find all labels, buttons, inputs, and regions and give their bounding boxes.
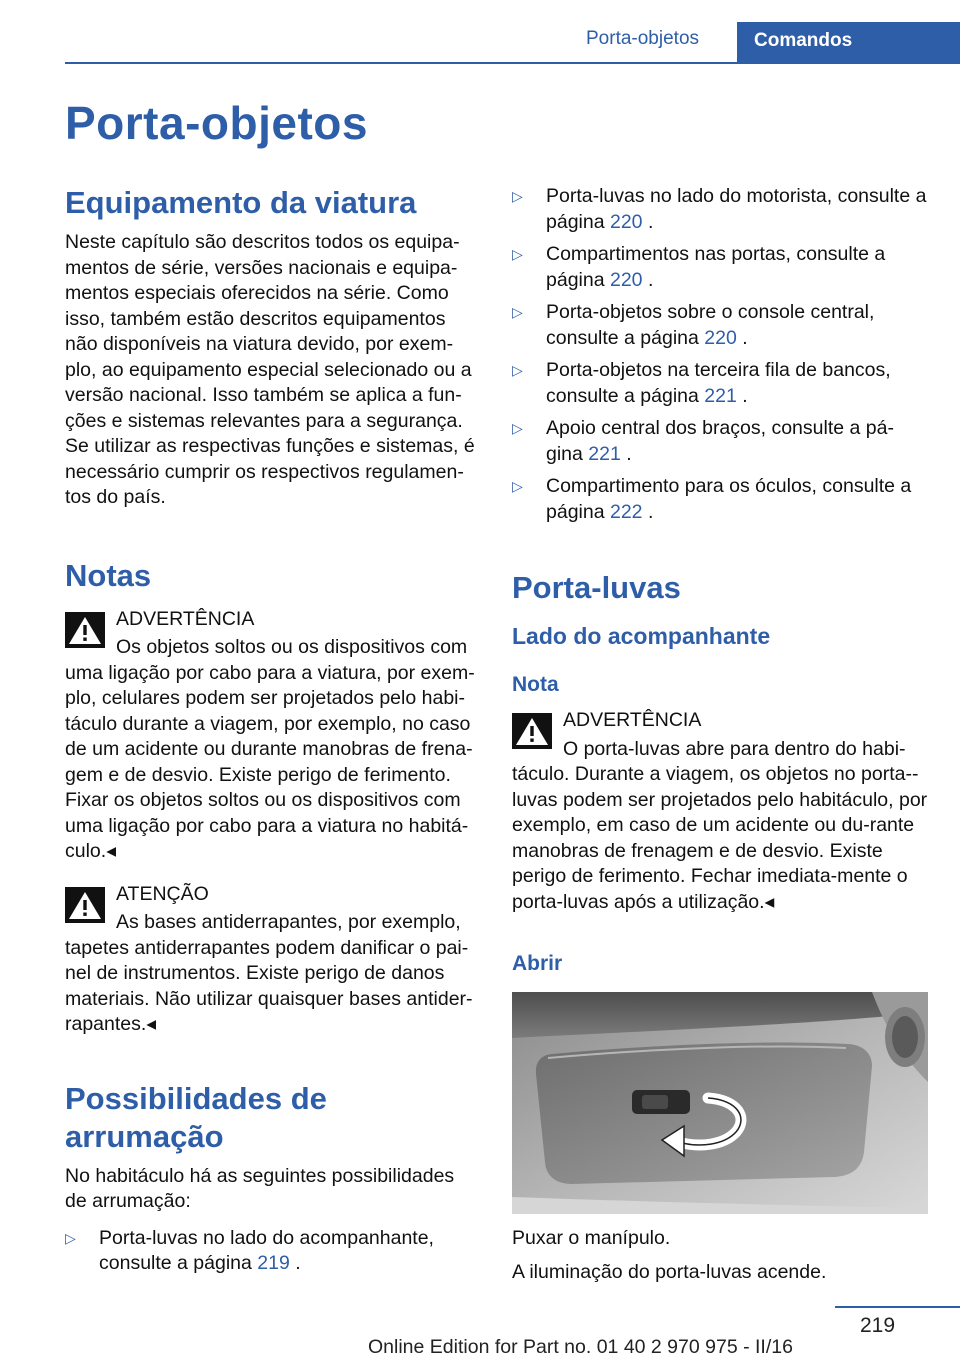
- glovebox-photo: [512, 992, 928, 1214]
- section-title-porta-luvas: Porta-luvas: [512, 570, 681, 605]
- page-ref-link[interactable]: 219: [257, 1252, 290, 1274]
- subsection-lado-acompanhante: Lado do acompanhante: [512, 623, 771, 649]
- triangle-right-icon: ▷: [512, 420, 523, 436]
- header-section-label: Porta-objetos: [586, 28, 700, 49]
- list-item: ▷ Compartimento para os óculos, consulte a página 222 .: [512, 475, 912, 523]
- page-number: 219: [860, 1314, 896, 1337]
- page-ref-link[interactable]: 220: [609, 210, 643, 233]
- warning-2-body: As bases antiderrapantes, por exemplo, tapetes antiderrapantes podem danificar o pai-nel de instrumentos. Existe perigo de danos materiais. Não utilizar quaisquer bases antider-rapantes.◂: [65, 911, 473, 1035]
- storage-list-right: [512, 184, 930, 525]
- warning-triangle-icon: [65, 612, 105, 648]
- warning-3-body: O porta-luvas abre para dentro do habi-táculo. Durante a viagem, os objetos no porta--luvas podem ser projetados pelo habitáculo, por exemplo, em caso de um acidente ou du-rante manobras de frenagem e de desvio. Existe perigo de ferimento. Fechar imediata-mente o porta-luvas após a utilização.◂: [512, 737, 928, 913]
- left-column: [65, 184, 478, 1284]
- list-item: ▷ Apoio central dos braços, consulte a pá-gina 221 .: [512, 417, 894, 465]
- triangle-right-icon: ▷: [512, 246, 523, 262]
- page-title: Porta-objetos: [65, 97, 368, 149]
- caption-puxar: Puxar o manípulo.: [512, 1227, 671, 1249]
- warning-block-3: [512, 708, 930, 915]
- warning-1-heading: ADVERTÊNCIA: [116, 607, 255, 630]
- warning-3-heading: ADVERTÊNCIA: [563, 709, 702, 731]
- header-rule: [65, 62, 960, 64]
- warning-1-body: Os objetos soltos ou os dispositivos com uma ligação por cabo para a viatura, por exem-plo, celulares podem ser projetados pelo habi-táculo durante a viagem, por exemplo, no caso de um acidente ou durante manobras de frena-gem e de desvio. Existe perigo de ferimento. Fixar os objetos soltos ou os dispositivos com uma ligação por cabo para a viatura no habitá-culo.◂: [65, 636, 475, 862]
- section-title-possibilidades: Possibilidades de arrumação: [65, 1080, 327, 1154]
- triangle-right-icon: ▷: [512, 304, 523, 320]
- list-item: ▷ Porta-objetos na terceira fila de bancos, consulte a página 221 .: [512, 359, 891, 407]
- equipamento-paragraph: Neste capítulo são descritos todos os equipa-mentos de série, versões nacionais e equipa-mentos especiais oferecidos na série. Como isso, também estão descritos equipamentos não disponíveis na viatura devido, por exem-plo, ao equipamento especial selecionado ou a versão nacional. Isso também se aplica a fun-ções e sistemas relevantes para a segurança. Se utilizar as respectivas funções e sistemas, é necessário cumprir os respectivos regulamen-tos do país.: [65, 231, 475, 508]
- section-title-notas: Notas: [65, 557, 152, 593]
- list-item: ▷ Compartimentos nas portas, consulte a página 220 .: [512, 243, 886, 291]
- list-item: ▷ Porta-luvas no lado do acompanhante, consulte a página 219 .: [65, 1226, 434, 1274]
- warning-triangle-icon: [512, 713, 552, 749]
- page-ref-link[interactable]: 222: [609, 500, 643, 523]
- subheading-abrir: Abrir: [512, 952, 563, 975]
- list-item: ▷ Porta-objetos sobre o console central, consulte a página 220 .: [512, 301, 875, 349]
- warning-block-2: [65, 882, 478, 1038]
- warning-2-heading: ATENÇÃO: [116, 882, 209, 905]
- list-item: ▷ Porta-luvas no lado do motorista, consulte a página 220 .: [512, 185, 927, 233]
- warning-block-1: [65, 607, 478, 865]
- edition-line: Online Edition for Part no. 01 40 2 970 975 - II/16: [368, 1336, 793, 1358]
- triangle-right-icon: ▷: [512, 188, 523, 204]
- possibilidades-paragraph: No habitáculo há as seguintes possibilidades de arrumação:: [65, 1164, 455, 1212]
- triangle-right-icon: ▷: [512, 478, 523, 494]
- page-ref-link[interactable]: 221: [588, 442, 621, 465]
- section-title-equipamento: Equipamento da viatura: [65, 185, 417, 220]
- caption-iluminacao: A iluminação do porta-luvas acende.: [512, 1260, 827, 1283]
- header-chapter-tab: Comandos: [737, 22, 960, 62]
- storage-list-left: [65, 1226, 478, 1277]
- triangle-right-icon: ▷: [512, 362, 523, 378]
- page-ref-link[interactable]: 220: [609, 268, 643, 291]
- right-column: [512, 184, 930, 1285]
- triangle-right-icon: ▷: [65, 1229, 76, 1246]
- subheading-nota: Nota: [512, 673, 559, 696]
- warning-triangle-icon: [65, 887, 105, 923]
- footer-rule: [835, 1306, 960, 1308]
- page-ref-link[interactable]: 221: [704, 384, 737, 407]
- page-ref-link[interactable]: 220: [704, 326, 737, 349]
